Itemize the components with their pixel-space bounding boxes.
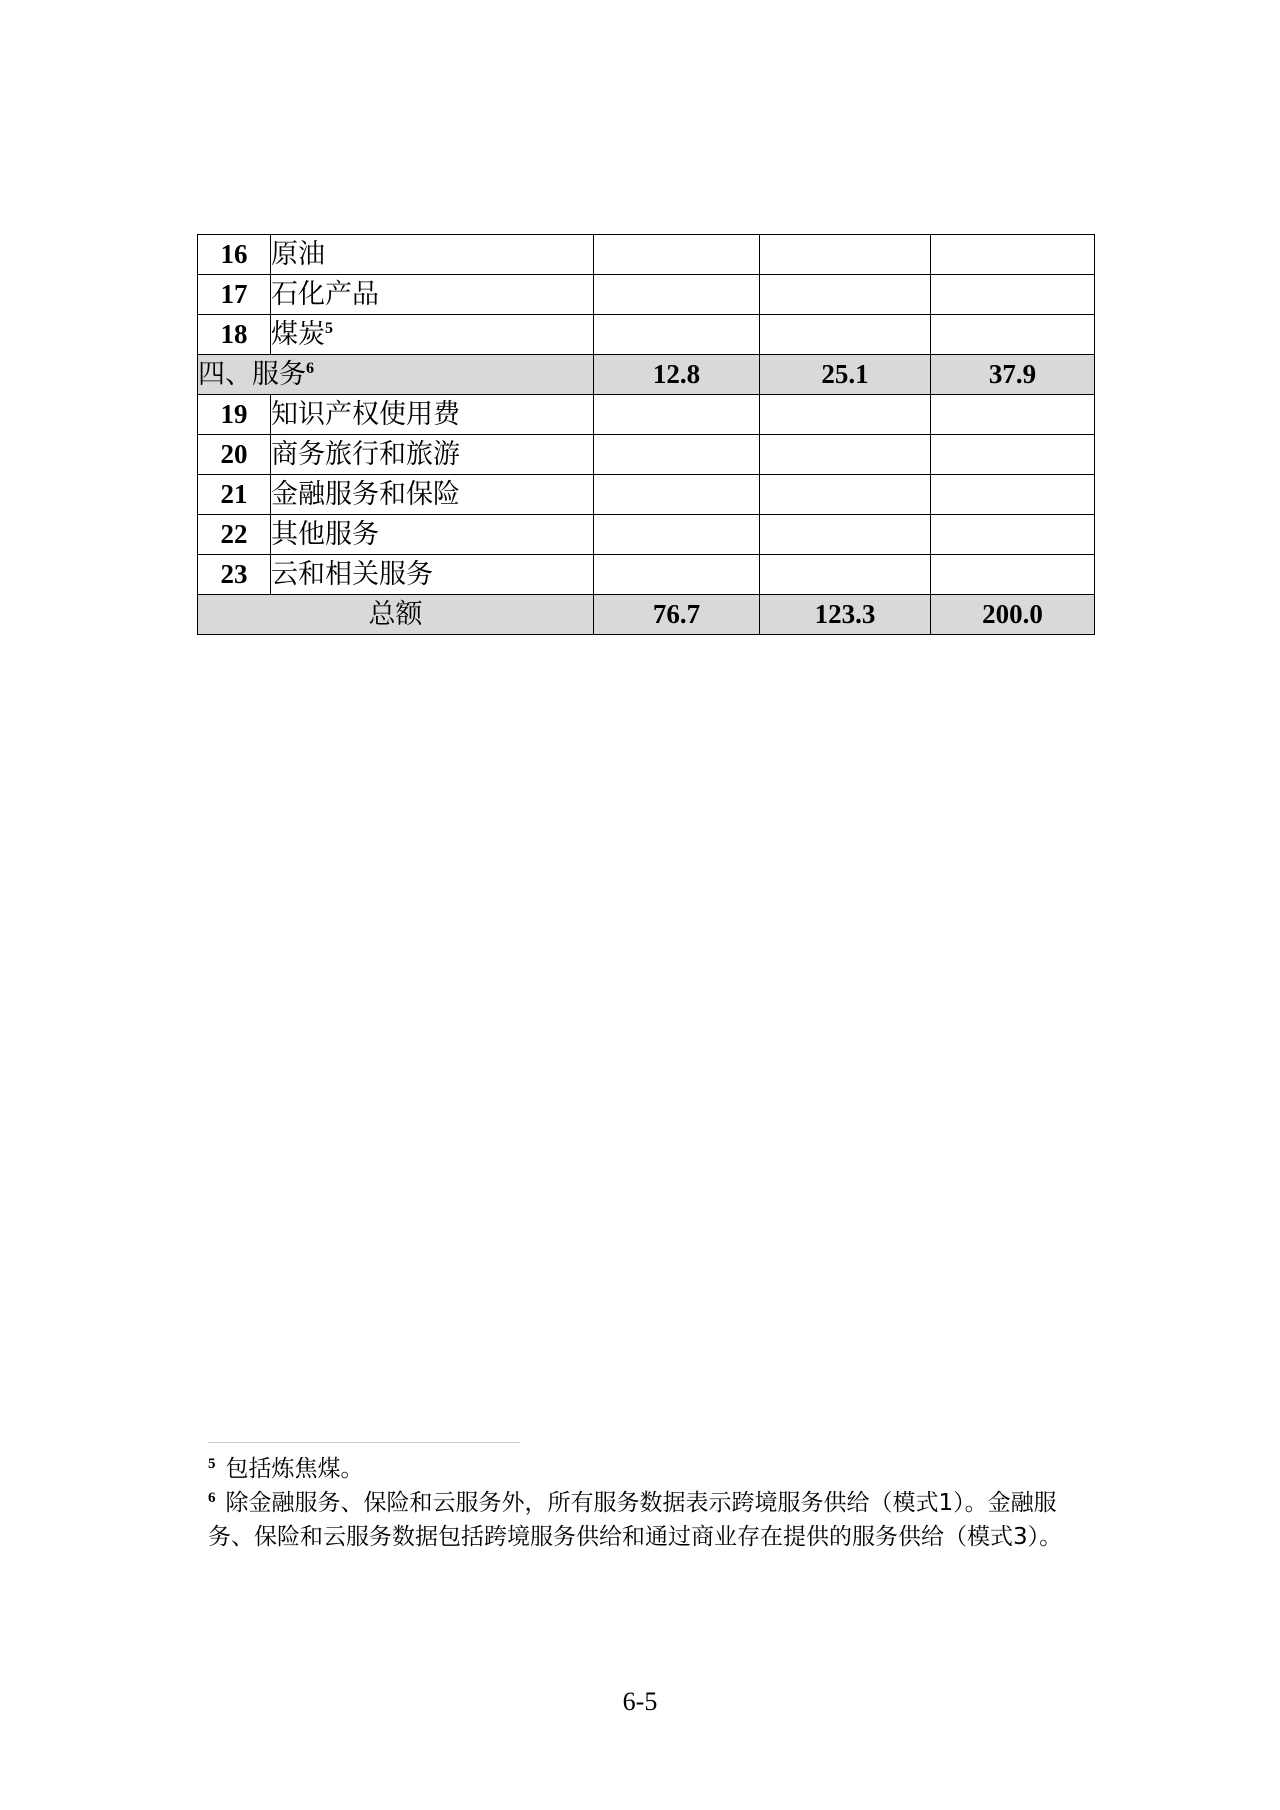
cell [594,235,760,275]
page-number: 6-5 [622,1687,658,1716]
footnote [208,1452,1088,1486]
cell [931,515,1095,555]
footnote-mark: 6 [208,1490,216,1506]
cell [594,315,760,355]
table-row [198,475,1095,515]
table-row [198,235,1095,275]
row-number: 22 [198,515,271,555]
cell [594,515,760,555]
row-number: 23 [198,555,271,595]
footnotes [208,1452,1088,1554]
cell [594,435,760,475]
footnote-ref: 6 [306,360,314,377]
cell [931,395,1095,435]
row-number: 17 [198,275,271,315]
table-row [198,515,1095,555]
cell [931,275,1095,315]
cell [760,395,931,435]
table-row [198,555,1095,595]
cell [931,435,1095,475]
row-label: 煤炭$^5$ [271,315,594,355]
row-number: 21 [198,475,271,515]
footnote-divider [208,1442,520,1443]
cell [760,315,931,355]
cell [760,515,931,555]
row-label: 商务旅行和旅游 [271,435,594,475]
section-value: 12.8 [594,355,760,395]
total-row [198,595,1095,635]
footnote-text: 除金融服务、保险和云服务外，所有服务数据表示跨境服务供给（模式1）。金融服务、保险和云服务数据包括跨境服务供给和通过商业存在提供的服务供给（模式3）。 [208,1490,1063,1550]
table-row [198,395,1095,435]
footnote-mark: 5 [208,1456,216,1472]
section-value: 37.9 [931,355,1095,395]
cell [760,555,931,595]
cell [760,435,931,475]
cell [594,555,760,595]
footnote-ref: 5 [325,320,333,337]
data-table [197,234,1095,635]
table-row [198,435,1095,475]
row-label: 其他服务 [271,515,594,555]
row-label: 云和相关服务 [271,555,594,595]
cell [931,555,1095,595]
cell [931,475,1095,515]
cell [594,395,760,435]
cell [594,275,760,315]
cell [931,235,1095,275]
row-number: 16 [198,235,271,275]
cell [931,315,1095,355]
section-value: 25.1 [760,355,931,395]
footnote-text: 包括炼焦煤。 [225,1456,364,1482]
total-value: 123.3 [760,595,931,635]
section-row [198,355,1095,395]
cell [760,475,931,515]
total-value: 200.0 [931,595,1095,635]
row-label: 金融服务和保险 [271,475,594,515]
row-label: 原油 [271,235,594,275]
total-label: 总额 [198,595,594,635]
table-row [198,275,1095,315]
footnote [208,1486,1088,1554]
row-label: 知识产权使用费 [271,395,594,435]
row-number: 19 [198,395,271,435]
row-label: 石化产品 [271,275,594,315]
cell [760,275,931,315]
row-number: 18 [198,315,271,355]
section-label: 四、服务$^6$ [198,355,594,395]
row-number: 20 [198,435,271,475]
cell [760,235,931,275]
cell [594,475,760,515]
total-value: 76.7 [594,595,760,635]
table-row [198,315,1095,355]
